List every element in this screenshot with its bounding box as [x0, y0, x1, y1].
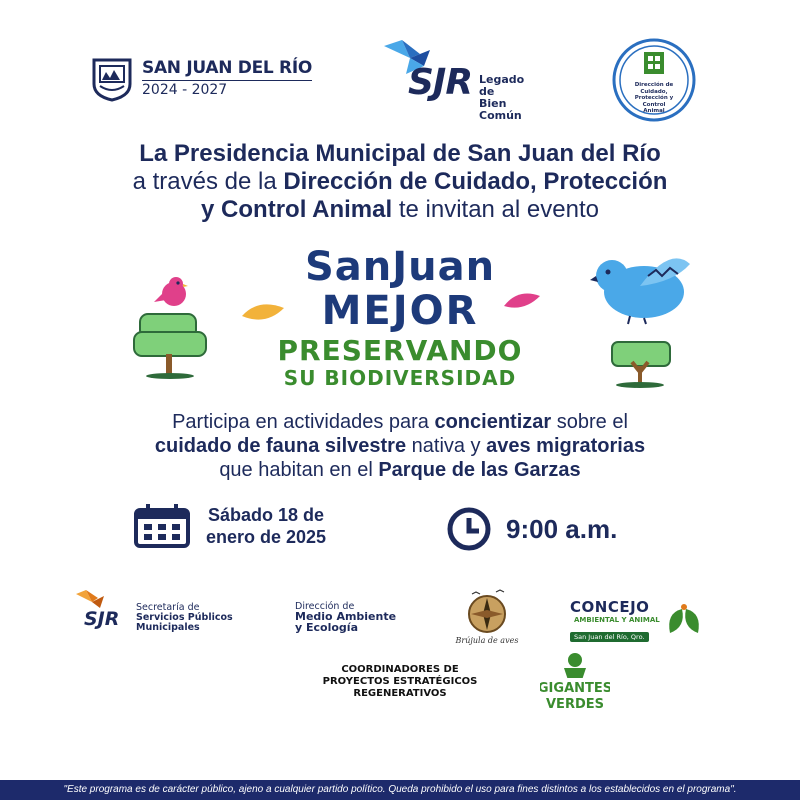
gigantes-line-1: GIGANTES: [540, 681, 610, 696]
seal-line: Dirección de Cuidado,: [634, 82, 674, 95]
tagline-line: Legado de: [479, 73, 525, 98]
concejo-sub: AMBIENTAL Y ANIMAL: [574, 616, 660, 624]
sjr-logo-text: SJR: [84, 608, 120, 630]
calendar-icon: [134, 504, 190, 548]
coord-line: PROYECTOS ESTRATÉGICOS: [322, 676, 478, 687]
sponsor-line: Secretaría de: [136, 602, 200, 613]
legal-footer: "Este programa es de carácter público, ajeno a cualquier partido político. Queda prohibido el uso para fines distintos a los establecidos en el programa".: [0, 780, 800, 800]
seal-line: Animal: [643, 108, 665, 114]
sjr-logo-text: SJR: [408, 62, 473, 103]
coordinators-text: [290, 664, 510, 700]
desc-part: Parque de las Garzas: [378, 459, 581, 481]
sponsor-brujula-aves: [452, 588, 522, 648]
desc-part: concientizar: [434, 411, 552, 433]
gigantes-verdes-logo: [540, 650, 610, 720]
coord-line: REGENERATIVOS: [353, 688, 447, 699]
date-text: [206, 504, 326, 548]
sponsor-servicios-publicos: [74, 588, 244, 634]
seal-text: [626, 82, 682, 115]
time-text: 9:00 a.m.: [506, 513, 618, 544]
event-date: [134, 504, 326, 548]
intro-line-2a: a través de la: [132, 168, 284, 195]
tagline-line: Bien Común: [479, 97, 522, 122]
compass-icon: [462, 588, 512, 636]
intro-line-3a: y Control Animal: [201, 196, 393, 223]
coord-line: COORDINADORES DE: [341, 664, 459, 675]
gigantes-line-2: VERDES: [546, 697, 604, 712]
desc-part: aves migratorias: [486, 435, 646, 457]
intro-line-3b: te invitan al evento: [392, 196, 599, 223]
sponsor-text: [136, 603, 233, 633]
sponsor-line: Medio Ambiente: [295, 610, 397, 623]
event-title-line-1: SanJuan: [304, 244, 496, 290]
event-subtitle-line-2: SU BIODIVERSIDAD: [283, 366, 517, 390]
sjr-legado-logo: [380, 36, 540, 122]
sponsor-gigantes-verdes: [540, 650, 610, 720]
concejo-location: San Juan del Río, Qro.: [570, 632, 649, 642]
sponsors-section: [0, 588, 800, 718]
sponsor-concejo: [570, 598, 710, 641]
sponsor-line: y Ecología: [295, 621, 358, 634]
desc-part: Participa en actividades para: [172, 411, 435, 433]
sponsor-label: Brújula de aves: [455, 636, 519, 645]
direction-seal: [612, 38, 696, 122]
header: [0, 36, 800, 122]
event-title-line-2: MEJOR: [321, 288, 479, 334]
concejo-name: CONCEJO: [570, 598, 650, 616]
legado-tagline: [479, 74, 540, 122]
desc-part: que habitan en el: [219, 459, 379, 481]
desc-part: nativa y: [406, 435, 487, 457]
date-line-1: Sábado 18 de: [208, 505, 325, 525]
city-name: SAN JUAN DEL RÍO: [142, 58, 312, 78]
leaf-paw-icon: [664, 603, 704, 639]
desc-part: cuidado de fauna silvestre: [154, 435, 407, 457]
seal-line: Protección y Control: [634, 95, 674, 108]
intro-line-2b: Dirección de Cuidado, Protección: [283, 168, 668, 195]
sponsor-medio-ambiente: [295, 602, 396, 634]
intro-text: [40, 140, 760, 224]
event-time: [444, 506, 617, 552]
event-subtitle-line-1: PRESERVANDO: [277, 334, 523, 367]
sponsor-line: Dirección de: [295, 601, 355, 612]
desc-part: sobre el: [551, 411, 628, 433]
intro-line-1: La Presidencia Municipal de San Juan del Río: [139, 140, 661, 167]
date-line-2: enero de 2025: [206, 527, 327, 547]
clock-icon: [444, 506, 494, 552]
sponsor-line: Servicios Públicos: [136, 612, 233, 623]
event-description: [40, 410, 760, 482]
sponsor-line: Municipales: [136, 622, 200, 633]
event-banner: [0, 236, 800, 396]
city-logo: [90, 54, 312, 102]
city-shield-icon: [90, 54, 134, 102]
city-years: 2024 - 2027: [142, 80, 312, 98]
